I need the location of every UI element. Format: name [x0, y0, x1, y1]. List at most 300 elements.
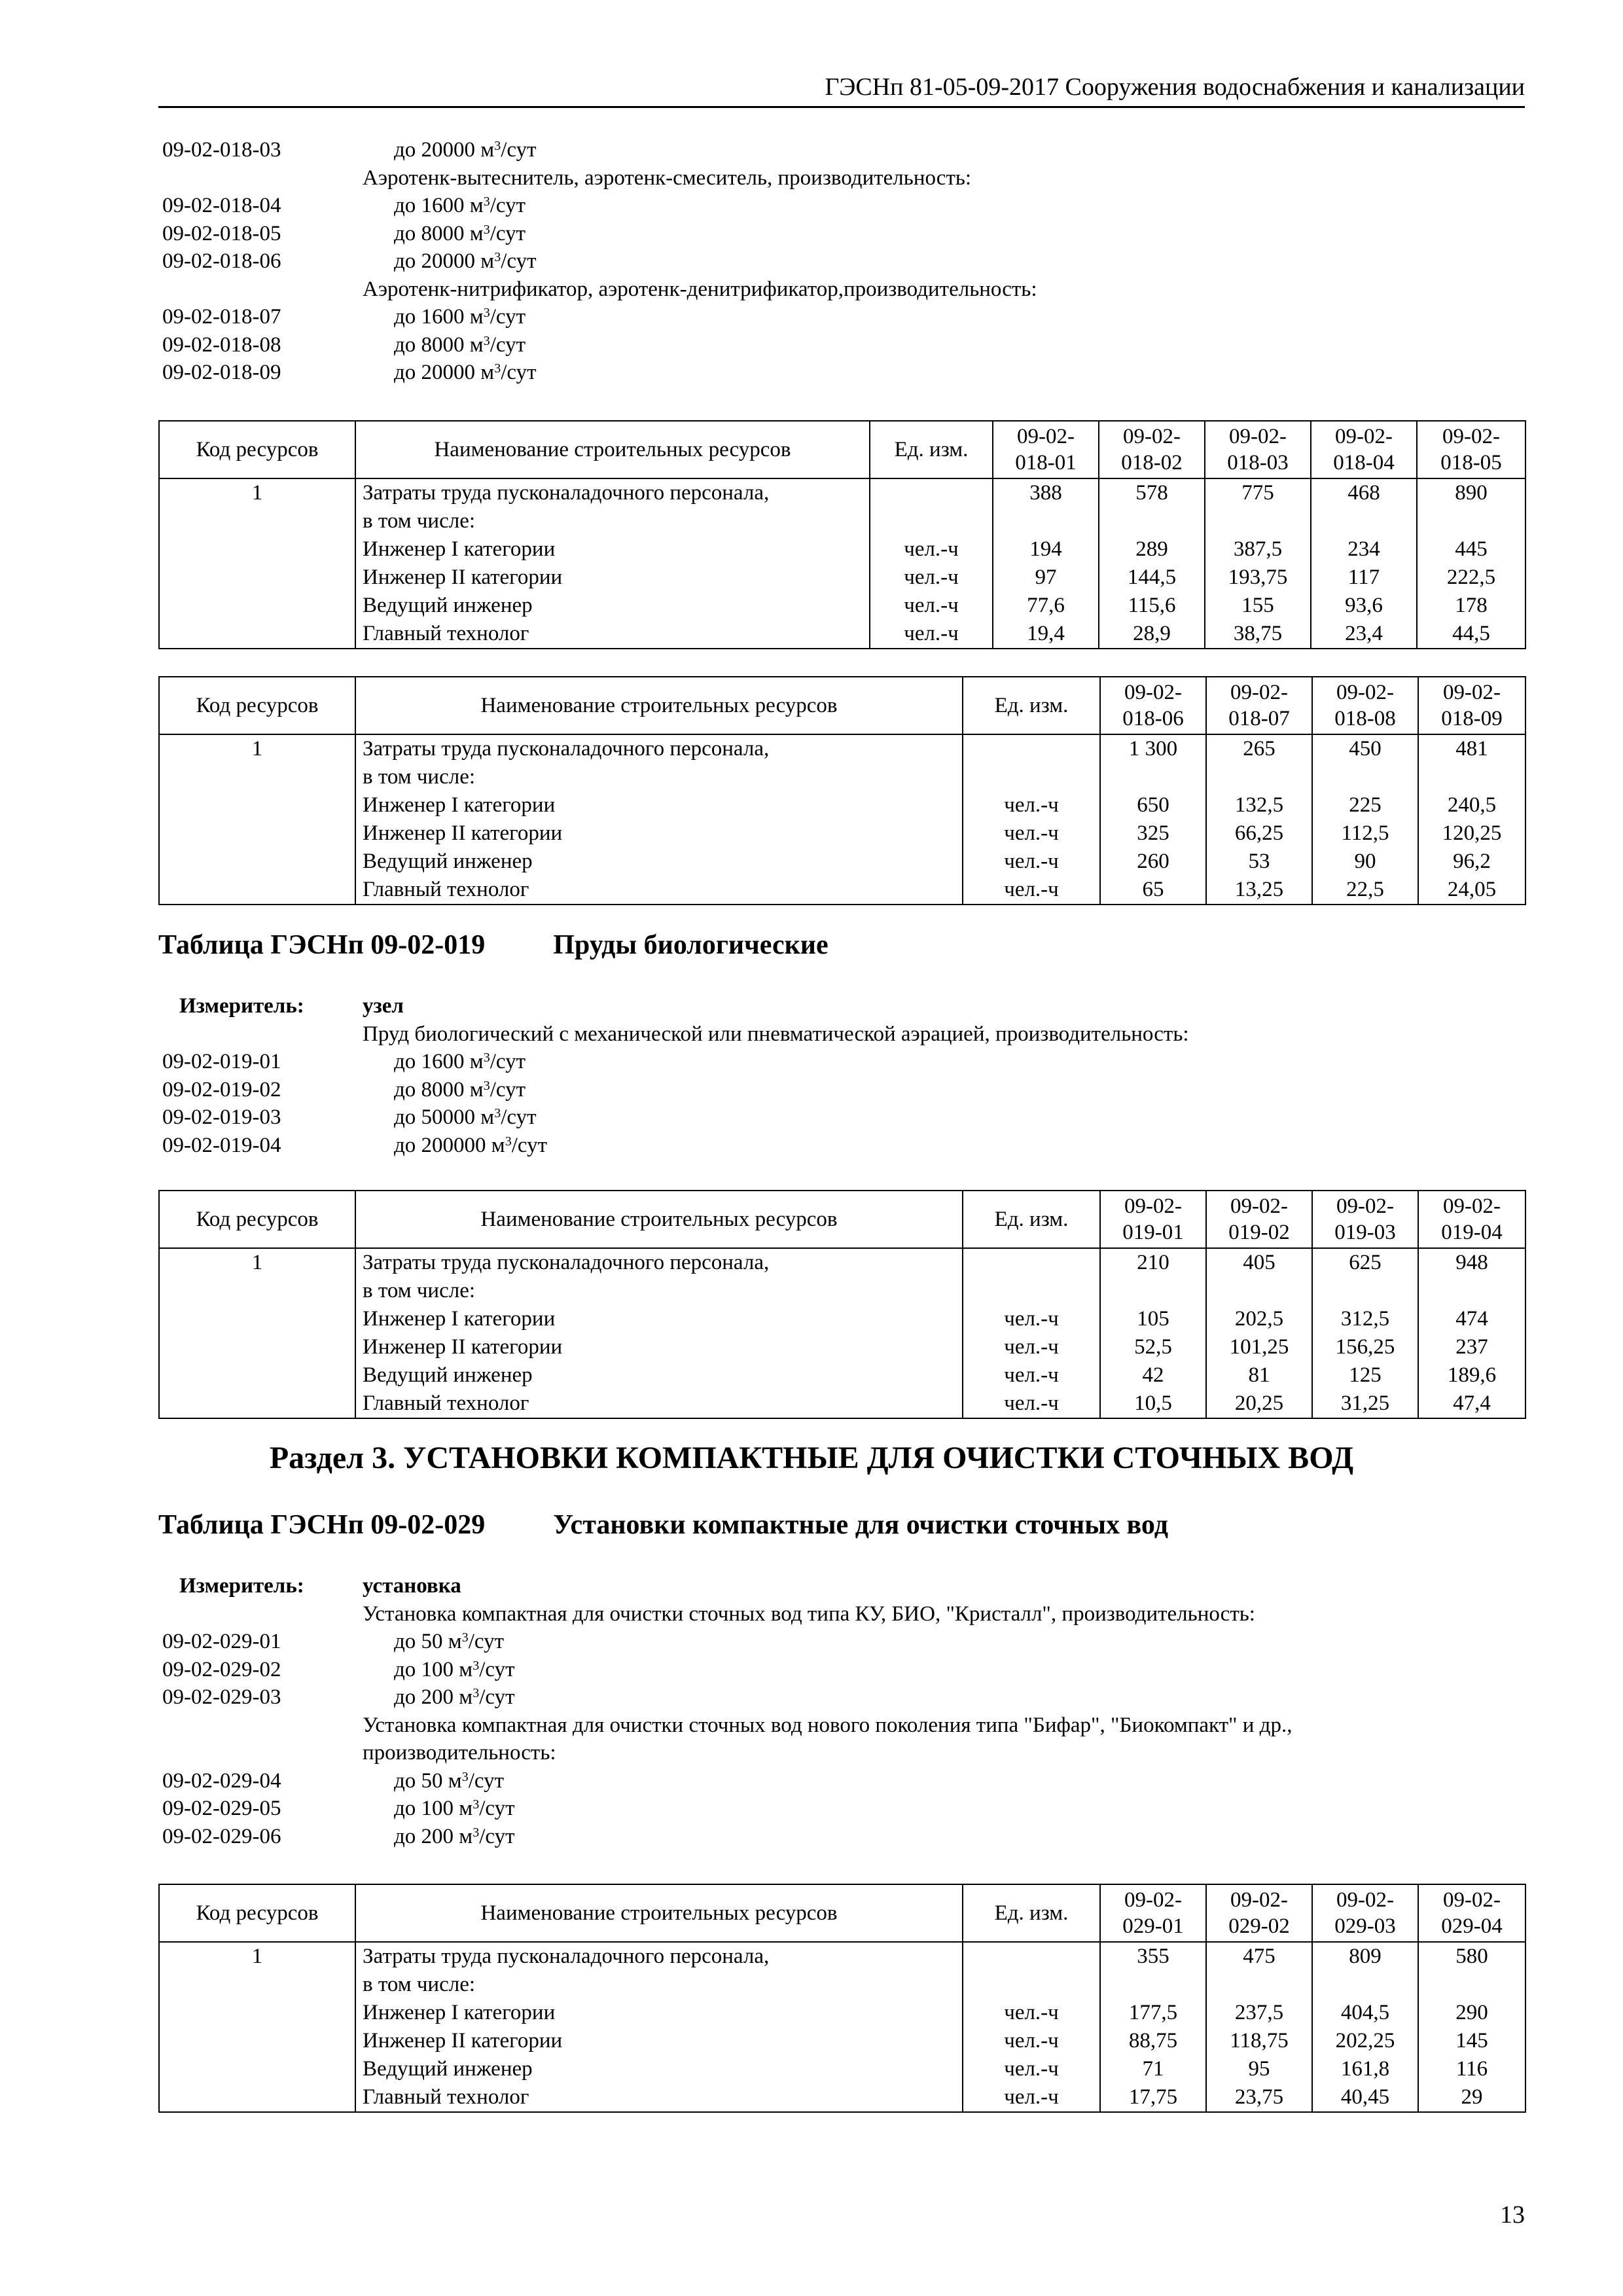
norm-value: 52,5 [1134, 1335, 1172, 1359]
norm-value: 265 [1243, 737, 1275, 761]
norm-value [1099, 507, 1204, 535]
item-code: 09-02-029-03 [162, 1685, 281, 1709]
norm-values-column [1099, 478, 1205, 649]
norm-code-part1: 09-02- [1230, 1888, 1288, 1912]
table-body-row [159, 1248, 1525, 1418]
norm-value: 38,75 [1233, 622, 1283, 645]
measure-label: Измеритель: [179, 1574, 304, 1598]
measure-label: Измеритель: [179, 994, 304, 1018]
header-norm-code [1099, 421, 1205, 478]
header-name: Наименование строительных ресурсов [355, 421, 870, 478]
norm-value [1207, 1277, 1311, 1305]
norm-value: 155 [1241, 594, 1274, 617]
item-code: 09-02-018-08 [162, 332, 281, 357]
header-norm-code [1418, 677, 1525, 734]
resource-name: Инженер II категории [363, 2029, 563, 2053]
norm-value: 42 [1142, 1363, 1164, 1387]
resource-name: Затраты труда пусконаладочного персонала, [363, 1251, 770, 1274]
norm-value: 809 [1349, 1945, 1382, 1968]
norm-code-part1: 09-02- [1442, 425, 1500, 448]
norm-value [1313, 1277, 1418, 1305]
norm-code-part2: 018-01 [1015, 451, 1077, 475]
listing-group-title [162, 1739, 1537, 1767]
header-unit: Ед. изм. [963, 1884, 1100, 1942]
resource-name: Главный технолог [363, 622, 529, 645]
listing-item [162, 1823, 1537, 1851]
norm-code-part1: 09-02- [1017, 425, 1075, 448]
norm-value: 65 [1142, 878, 1164, 901]
item-text: до 1600 $м^3$/сут [394, 194, 526, 217]
resource-name: Затраты труда пусконаладочного персонала, [363, 1945, 770, 1968]
header-norm-code [1418, 1191, 1525, 1248]
norm-values-column [1312, 734, 1418, 905]
norm-code-part1: 09-02- [1336, 1888, 1394, 1912]
norm-value: 234 [1347, 537, 1380, 561]
item-code: 09-02-018-03 [162, 138, 281, 162]
header-norm-code [1100, 1191, 1206, 1248]
norm-values-column [1206, 1248, 1312, 1418]
listing-item [162, 247, 1537, 276]
norm-value: 105 [1137, 1307, 1169, 1331]
resource-unit: чел.-ч [1004, 793, 1059, 817]
item-text: до 20000 $м^3$/сут [394, 361, 537, 384]
item-code: 09-02-029-06 [162, 1824, 281, 1848]
norm-value: 29 [1461, 2085, 1483, 2109]
item-code: 09-02-019-01 [162, 1050, 281, 1073]
listing-group-title [162, 164, 1537, 192]
norm-value: 31,25 [1340, 1391, 1390, 1415]
resource-units [870, 478, 993, 649]
norm-values-column [1312, 1942, 1418, 2112]
header-code: Код ресурсов [159, 677, 355, 734]
header-norm-code [1206, 1191, 1312, 1248]
header-norm-code [1418, 1884, 1525, 1942]
norm-value: 90 [1354, 850, 1376, 873]
resource-unit: чел.-ч [1004, 2057, 1059, 2081]
norm-code-part1: 09-02- [1124, 681, 1182, 704]
listing-item [162, 1656, 1537, 1684]
item-code: 09-02-029-04 [162, 1768, 281, 1793]
header-norm-code [1312, 1191, 1418, 1248]
listing-item [162, 303, 1537, 331]
norm-value: 312,5 [1340, 1307, 1390, 1331]
item-text: до 8000 $м^3$/сут [394, 221, 526, 245]
item-text: до 50 $м^3$/сут [394, 1630, 504, 1653]
norm-value [1313, 1971, 1418, 1999]
item-text: до 50000 $м^3$/сут [394, 1105, 537, 1129]
norm-code-part2: 018-08 [1334, 707, 1396, 730]
norm-code-part2: 019-04 [1441, 1221, 1503, 1244]
header-name: Наименование строительных ресурсов [355, 1884, 963, 1942]
listing-item [162, 1132, 1537, 1160]
norm-value [1311, 507, 1416, 535]
table-label: Таблица ГЭСНп 09-02-029 [158, 1510, 486, 1540]
norm-value: 194 [1029, 537, 1062, 561]
resource-unit: чел.-ч [1004, 1391, 1059, 1415]
norm-value: 189,6 [1447, 1363, 1497, 1387]
norm-values-column [1418, 1248, 1525, 1418]
resource-name: в том числе: [363, 1973, 476, 1996]
table-body-row [159, 734, 1525, 905]
norm-code-part2: 018-06 [1122, 707, 1184, 730]
norm-value: 10,5 [1134, 1391, 1172, 1415]
norm-value: 145 [1455, 2029, 1488, 2053]
norm-value: 96,2 [1453, 850, 1491, 873]
norm-code-part1: 09-02- [1443, 681, 1501, 704]
resource-table-019 [158, 1190, 1526, 1419]
norm-value: 125 [1349, 1363, 1382, 1387]
table-header-row [159, 421, 1525, 478]
item-text: до 200 $м^3$/сут [394, 1824, 515, 1848]
norm-code-part1: 09-02- [1123, 425, 1181, 448]
norm-value: 23,4 [1345, 622, 1383, 645]
norm-code-part2: 018-05 [1440, 451, 1502, 475]
resource-unit [963, 1943, 1099, 1971]
item-text: до 100 $м^3$/сут [394, 1797, 515, 1820]
item-text: до 200000 $м^3$/сут [394, 1133, 547, 1157]
norm-value: 210 [1137, 1251, 1169, 1274]
header-unit: Ед. изм. [963, 1191, 1100, 1248]
norm-value: 177,5 [1128, 2001, 1178, 2024]
norm-code-part2: 029-04 [1441, 1914, 1503, 1938]
norm-code-part2: 019-02 [1228, 1221, 1290, 1244]
norm-value: 116 [1455, 2057, 1488, 2081]
resource-name: Инженер II категории [363, 821, 563, 845]
item-text: до 20000 $м^3$/сут [394, 138, 537, 162]
resource-name: Инженер II категории [363, 1335, 563, 1359]
norm-value: 40,45 [1340, 2085, 1390, 2109]
item-text: Установка компактная для очистки сточных вод нового поколения типа "Бифар", "Биокомпакт" и др., [363, 1713, 1293, 1737]
norm-values-column [1100, 1248, 1206, 1418]
norm-value: 22,5 [1346, 878, 1384, 901]
norm-value: 625 [1349, 1251, 1382, 1274]
norm-value [1418, 507, 1525, 535]
norm-code-part2: 029-03 [1334, 1914, 1396, 1938]
resource-unit: чел.-ч [1004, 821, 1059, 845]
norm-value: 481 [1455, 737, 1488, 761]
item-text: до 8000 $м^3$/сут [394, 332, 526, 357]
norm-value [1101, 1971, 1205, 1999]
norm-value: 101,25 [1229, 1335, 1289, 1359]
norm-value: 112,5 [1341, 821, 1389, 845]
norm-value [1207, 1971, 1311, 1999]
norm-code-part2: 018-04 [1333, 451, 1395, 475]
norm-code-part1: 09-02- [1124, 1888, 1182, 1912]
item-text: Аэротенк-нитрификатор, аэротенк-денитрификатор,производительность: [363, 277, 1037, 301]
resource-code-value: 1 [251, 481, 263, 505]
resource-name: в том числе: [363, 765, 476, 789]
resource-name: Главный технолог [363, 878, 529, 901]
header-norm-code [1205, 421, 1311, 478]
norm-code-part1: 09-02- [1335, 425, 1393, 448]
item-code: 09-02-019-04 [162, 1133, 281, 1157]
listing-item [162, 1048, 1537, 1076]
norm-values-column [1417, 478, 1525, 649]
norm-values-column [1205, 478, 1311, 649]
measure-unit-row [162, 992, 1537, 1020]
resource-unit: чел.-ч [1004, 2029, 1059, 2053]
resource-unit [963, 1971, 1099, 1999]
listing-item [162, 1103, 1537, 1132]
resource-name: Ведущий инженер [363, 594, 533, 617]
norm-code-part2: 018-07 [1228, 707, 1290, 730]
norm-code-part2: 018-02 [1121, 451, 1183, 475]
norm-values-column [1311, 478, 1417, 649]
norm-value: 290 [1455, 2001, 1488, 2024]
norm-value: 202,25 [1335, 2029, 1395, 2053]
norm-value: 237,5 [1234, 2001, 1284, 2024]
resource-names [355, 1248, 963, 1418]
listing-item [162, 220, 1537, 248]
norm-value: 355 [1137, 1945, 1169, 1968]
norm-code-part2: 019-01 [1122, 1221, 1184, 1244]
norm-value [1419, 1277, 1525, 1305]
norm-value: 118,75 [1230, 2029, 1289, 2053]
resource-code [159, 478, 355, 649]
norm-value: 23,75 [1234, 2085, 1284, 2109]
header-unit: Ед. изм. [870, 421, 993, 478]
norm-value [1101, 1277, 1205, 1305]
table-body-row [159, 1942, 1525, 2112]
norm-code-part1: 09-02- [1124, 1194, 1182, 1218]
header-norm-code [1100, 677, 1206, 734]
norm-values-column [1418, 734, 1525, 905]
resource-name: в том числе: [363, 509, 476, 533]
resource-code-value: 1 [251, 1251, 263, 1274]
item-text: до 8000 $м^3$/сут [394, 1077, 526, 1102]
resource-table-018-b [158, 676, 1526, 905]
norm-value: 156,25 [1335, 1335, 1395, 1359]
resource-unit: чел.-ч [904, 594, 959, 617]
table-name: Установки компактные для очистки сточных вод [553, 1510, 1168, 1540]
listing-group-title [162, 1020, 1537, 1049]
norm-value: 388 [1029, 481, 1062, 505]
resource-unit: чел.-ч [1004, 878, 1059, 901]
resource-unit [963, 1249, 1099, 1277]
item-text: до 100 $м^3$/сут [394, 1657, 515, 1681]
resource-unit: чел.-ч [904, 565, 959, 589]
norm-value: 132,5 [1234, 793, 1284, 817]
resource-unit [963, 763, 1099, 791]
item-text: узел [363, 994, 404, 1018]
resource-code-value: 1 [251, 737, 263, 761]
norm-code-part2: 018-03 [1227, 451, 1289, 475]
norm-value: 578 [1135, 481, 1168, 505]
norm-value: 161,8 [1340, 2057, 1390, 2081]
header-code: Код ресурсов [159, 421, 355, 478]
norm-value: 93,6 [1345, 594, 1383, 617]
resource-name: Затраты труда пусконаладочного персонала, [363, 481, 770, 505]
norm-code-part1: 09-02- [1230, 681, 1288, 704]
norm-code-part2: 018-09 [1441, 707, 1503, 730]
norm-value: 948 [1455, 1251, 1488, 1274]
listing-item [162, 1767, 1537, 1795]
norm-value: 1 300 [1128, 737, 1178, 761]
norm-value [1207, 763, 1311, 791]
listing-029 [162, 1572, 1537, 1850]
norm-value [1313, 763, 1418, 791]
listing-group-title [162, 1712, 1537, 1740]
norm-value: 28,9 [1133, 622, 1171, 645]
item-code: 09-02-018-05 [162, 221, 281, 245]
item-text: до 20000 $м^3$/сут [394, 249, 537, 273]
resource-units [963, 734, 1100, 905]
section-title: Раздел 3. УСТАНОВКИ КОМПАКТНЫЕ ДЛЯ ОЧИСТКИ СТОЧНЫХ ВОД [269, 1441, 1354, 1475]
listing-item [162, 136, 1537, 164]
table-header-row [159, 1191, 1525, 1248]
item-code: 09-02-029-02 [162, 1657, 281, 1681]
norm-value: 445 [1455, 537, 1488, 561]
norm-value: 225 [1349, 793, 1382, 817]
norm-value: 193,75 [1228, 565, 1288, 589]
resource-unit: чел.-ч [1004, 1363, 1059, 1387]
resource-unit: чел.-ч [1004, 1335, 1059, 1359]
norm-value: 890 [1455, 481, 1488, 505]
listing-item [162, 331, 1537, 359]
item-text: Пруд биологический с механической или пневматической аэрацией, производительность: [363, 1022, 1189, 1046]
norm-value: 47,4 [1453, 1391, 1491, 1415]
norm-values-column [1312, 1248, 1418, 1418]
resource-name: Инженер II категории [363, 565, 563, 589]
resource-unit [963, 1277, 1099, 1305]
norm-value: 13,25 [1234, 878, 1284, 901]
norm-value: 71 [1142, 2057, 1164, 2081]
page-header: ГЭСНп 81-05-09-2017 Сооружения водоснабжения и канализации [158, 71, 1525, 108]
resource-name: Инженер I категории [363, 537, 556, 561]
norm-value: 20,25 [1234, 1391, 1284, 1415]
resource-units [963, 1248, 1100, 1418]
resource-code-value: 1 [251, 1945, 263, 1968]
norm-value: 475 [1243, 1945, 1275, 1968]
table-label: Таблица ГЭСНп 09-02-019 [158, 930, 486, 960]
resource-code [159, 1248, 355, 1418]
norm-value: 19,4 [1027, 622, 1065, 645]
norm-value: 468 [1347, 481, 1380, 505]
item-text: до 1600 $м^3$/сут [394, 1050, 526, 1073]
resource-unit: чел.-ч [1004, 2085, 1059, 2109]
item-text: Аэротенк-вытеснитель, аэротенк-смеситель, производительность: [363, 166, 972, 190]
item-text: производительность: [363, 1741, 556, 1765]
norm-value: 81 [1248, 1363, 1270, 1387]
header-code: Код ресурсов [159, 1884, 355, 1942]
norm-values-column [993, 478, 1099, 649]
table-title-019 [158, 929, 829, 961]
norm-value: 450 [1349, 737, 1382, 761]
norm-value: 144,5 [1127, 565, 1177, 589]
header-norm-code [993, 421, 1099, 478]
norm-value: 178 [1455, 594, 1488, 617]
norm-value: 115,6 [1128, 594, 1176, 617]
listing-group-title [162, 1600, 1537, 1628]
norm-code-part1: 09-02- [1336, 1194, 1394, 1218]
norm-value: 202,5 [1234, 1307, 1284, 1331]
norm-code-part1: 09-02- [1443, 1888, 1501, 1912]
resource-name: Инженер I категории [363, 793, 556, 817]
norm-value: 387,5 [1233, 537, 1283, 561]
norm-value: 77,6 [1027, 594, 1065, 617]
resource-units [963, 1942, 1100, 2112]
intro-listing [162, 136, 1537, 387]
resource-names [355, 1942, 963, 2112]
page-number: 13 [1500, 2201, 1525, 2229]
item-code: 09-02-018-06 [162, 249, 281, 273]
resource-unit: чел.-ч [1004, 1307, 1059, 1331]
listing-019 [162, 992, 1537, 1159]
norm-value: 97 [1035, 565, 1057, 589]
norm-code-part2: 029-01 [1122, 1914, 1184, 1938]
header-norm-code [1417, 421, 1525, 478]
norm-values-column [1418, 1942, 1525, 2112]
norm-value: 117 [1347, 565, 1380, 589]
norm-value [1419, 1971, 1525, 1999]
norm-values-column [1100, 734, 1206, 905]
table-name: Пруды биологические [553, 930, 829, 960]
norm-values-column [1100, 1942, 1206, 2112]
norm-value: 237 [1455, 1335, 1488, 1359]
resource-name: Главный технолог [363, 2085, 529, 2109]
listing-item [162, 1795, 1537, 1823]
listing-item [162, 1076, 1537, 1104]
item-text: Установка компактная для очистки сточных вод типа КУ, БИО, "Кристалл", производительность: [363, 1602, 1255, 1626]
norm-value: 325 [1137, 821, 1169, 845]
table-header-row [159, 677, 1525, 734]
norm-value: 650 [1137, 793, 1169, 817]
norm-value: 66,25 [1234, 821, 1284, 845]
norm-value: 24,05 [1447, 878, 1497, 901]
listing-item [162, 359, 1537, 387]
listing-item [162, 1628, 1537, 1656]
norm-value [1205, 507, 1310, 535]
table-title-029 [158, 1509, 1168, 1541]
norm-value: 240,5 [1447, 793, 1497, 817]
norm-value: 222,5 [1446, 565, 1496, 589]
norm-code-part1: 09-02- [1443, 1194, 1501, 1218]
norm-value: 405 [1243, 1251, 1275, 1274]
resource-code [159, 734, 355, 905]
resource-name: Инженер I категории [363, 1307, 556, 1331]
resource-table-018-a [158, 420, 1526, 649]
resource-code [159, 1942, 355, 2112]
item-code: 09-02-018-07 [162, 305, 281, 329]
table-header-row [159, 1884, 1525, 1942]
header-norm-code [1206, 1884, 1312, 1942]
norm-value: 53 [1248, 850, 1270, 873]
norm-value [1101, 763, 1205, 791]
listing-item [162, 192, 1537, 220]
norm-code-part2: 029-02 [1228, 1914, 1290, 1938]
norm-code-part1: 09-02- [1229, 425, 1287, 448]
norm-code-part2: 019-03 [1334, 1221, 1396, 1244]
resource-table-029 [158, 1884, 1526, 2113]
resource-name: Ведущий инженер [363, 2057, 533, 2081]
item-code: 09-02-019-03 [162, 1105, 281, 1129]
resource-unit: чел.-ч [904, 622, 959, 645]
norm-value: 95 [1248, 2057, 1270, 2081]
header-name: Наименование строительных ресурсов [355, 1191, 963, 1248]
resource-unit [963, 735, 1099, 763]
resource-unit: чел.-ч [1004, 850, 1059, 873]
norm-values-column [1206, 734, 1312, 905]
norm-value: 474 [1455, 1307, 1488, 1331]
norm-value: 289 [1135, 537, 1168, 561]
item-text: до 200 $м^3$/сут [394, 1685, 515, 1709]
norm-code-part1: 09-02- [1230, 1194, 1288, 1218]
norm-value [993, 507, 1098, 535]
resource-names [355, 734, 963, 905]
listing-group-title [162, 276, 1537, 304]
norm-code-part1: 09-02- [1336, 681, 1394, 704]
item-code: 09-02-018-09 [162, 361, 281, 384]
